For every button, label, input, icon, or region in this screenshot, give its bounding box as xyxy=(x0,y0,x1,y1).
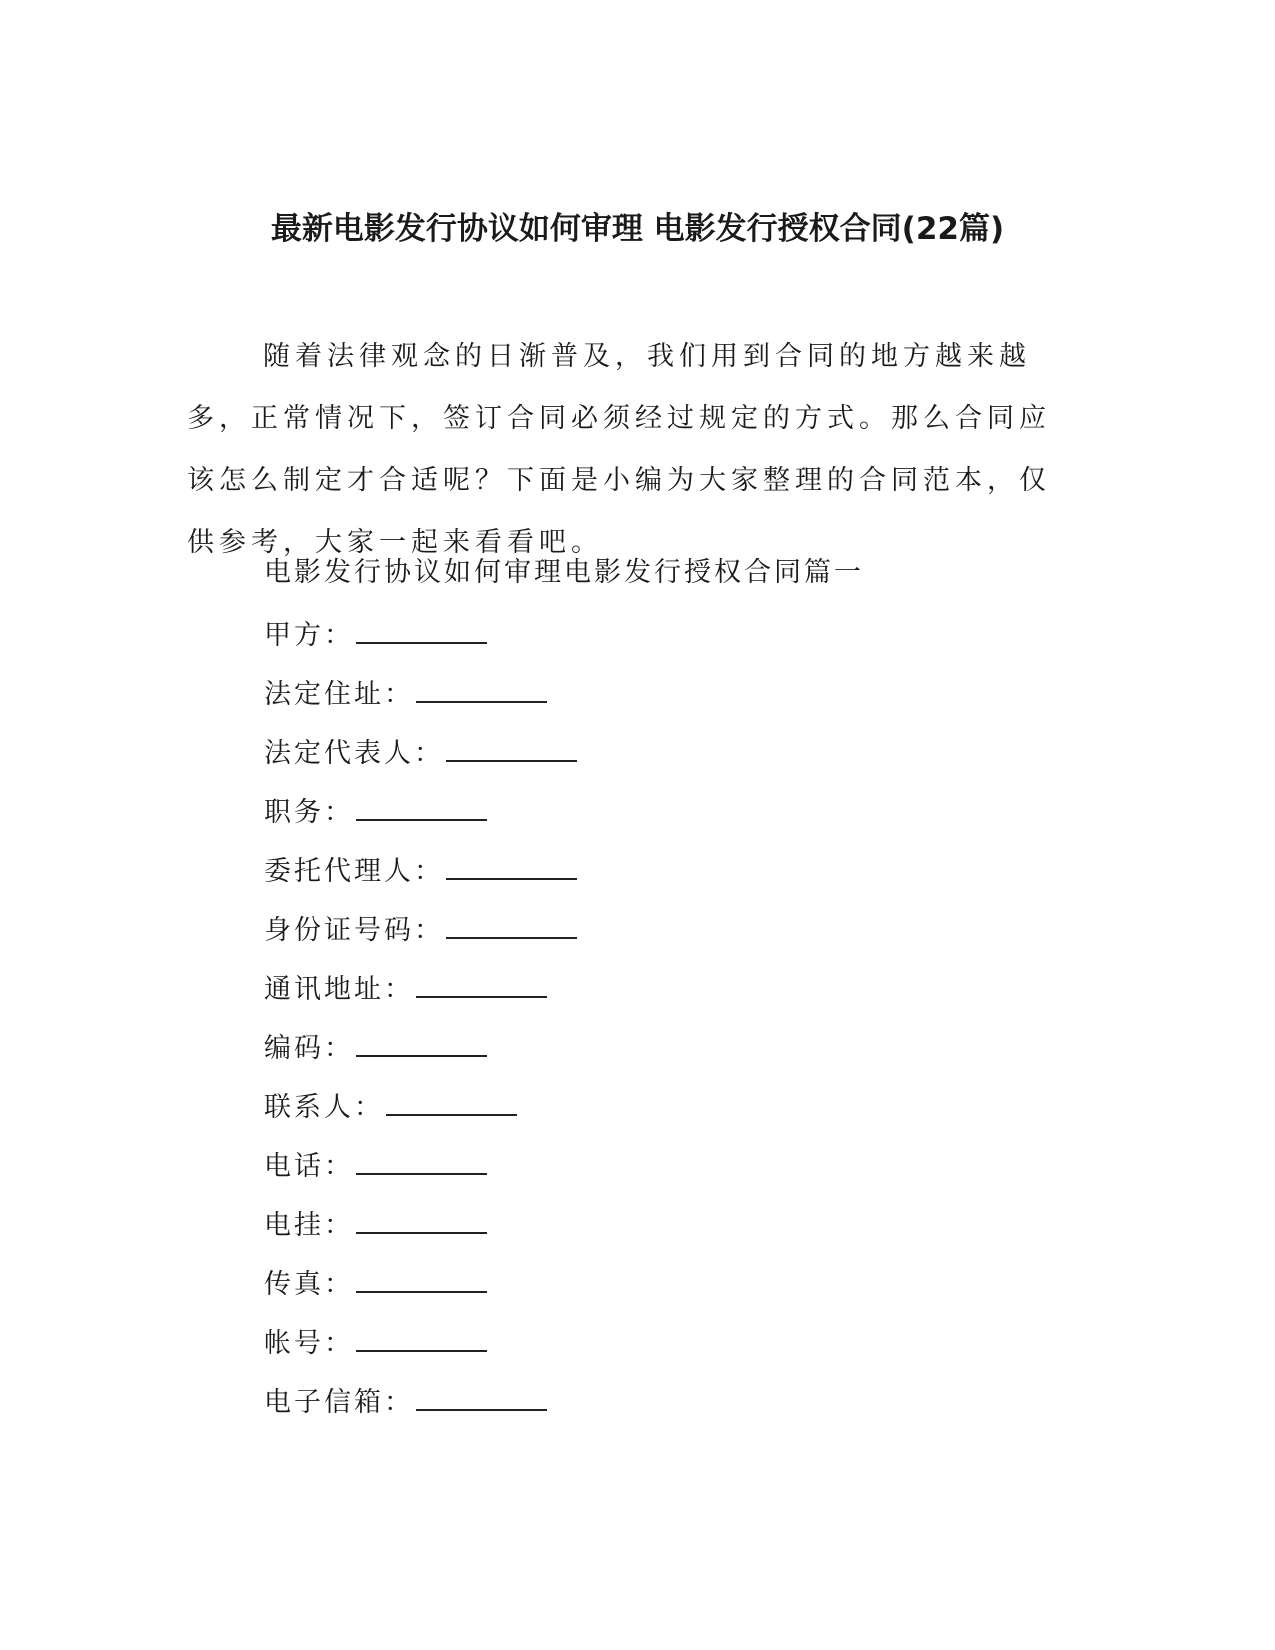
field-row-party-a xyxy=(264,612,487,656)
field-label: 传真： xyxy=(264,1269,354,1300)
field-row-id-number xyxy=(264,907,577,951)
fill-blank xyxy=(446,848,577,880)
field-label: 职务： xyxy=(264,797,354,828)
field-label: 电子信箱： xyxy=(264,1387,414,1418)
field-row-position xyxy=(264,789,487,833)
fill-blank xyxy=(446,907,577,939)
field-row-contact-person xyxy=(264,1084,517,1128)
fill-blank xyxy=(416,671,547,703)
field-row-mailing-address xyxy=(264,966,547,1010)
field-row-postcode xyxy=(264,1025,487,1069)
fill-blank xyxy=(356,1143,487,1175)
field-row-account xyxy=(264,1320,487,1364)
field-row-legal-address xyxy=(264,671,547,715)
field-label: 委托代理人： xyxy=(264,856,444,887)
field-row-legal-representative xyxy=(264,730,577,774)
field-label: 通讯地址： xyxy=(264,974,414,1005)
field-label: 电挂： xyxy=(264,1210,354,1241)
field-label: 电话： xyxy=(264,1151,354,1182)
field-label: 法定代表人： xyxy=(264,738,444,769)
section-heading: 电影发行协议如何审理电影发行授权合同篇一 xyxy=(264,557,864,588)
field-label: 身份证号码： xyxy=(264,915,444,946)
field-label: 编码： xyxy=(264,1033,354,1064)
field-label: 联系人： xyxy=(264,1092,384,1123)
field-row-phone xyxy=(264,1143,487,1187)
field-label: 法定住址： xyxy=(264,679,414,710)
fill-blank xyxy=(356,1202,487,1234)
fill-blank xyxy=(416,1379,547,1411)
field-label: 甲方： xyxy=(264,620,354,651)
document-title: 最新电影发行协议如何审理 电影发行授权合同(22篇) xyxy=(270,211,1005,247)
fill-blank xyxy=(356,1261,487,1293)
fill-blank xyxy=(356,1025,487,1057)
fill-blank xyxy=(416,966,547,998)
field-row-fax xyxy=(264,1261,487,1305)
field-row-email xyxy=(264,1379,547,1423)
fill-blank xyxy=(356,1320,487,1352)
fill-blank xyxy=(356,789,487,821)
field-label: 帐号： xyxy=(264,1328,354,1359)
fill-blank xyxy=(386,1084,517,1116)
field-row-agent xyxy=(264,848,577,892)
field-row-telegraph xyxy=(264,1202,487,1246)
fill-blank xyxy=(446,730,577,762)
intro-paragraph: 随着法律观念的日渐普及，我们用到合同的地方越来越多，正常情况下，签订合同必须经过规定的方式。那么合同应该怎么制定才合适呢？下面是小编为大家整理的合同范本，仅供参考，大家一起来看看吧。 xyxy=(187,341,1051,558)
fill-blank xyxy=(356,612,487,644)
